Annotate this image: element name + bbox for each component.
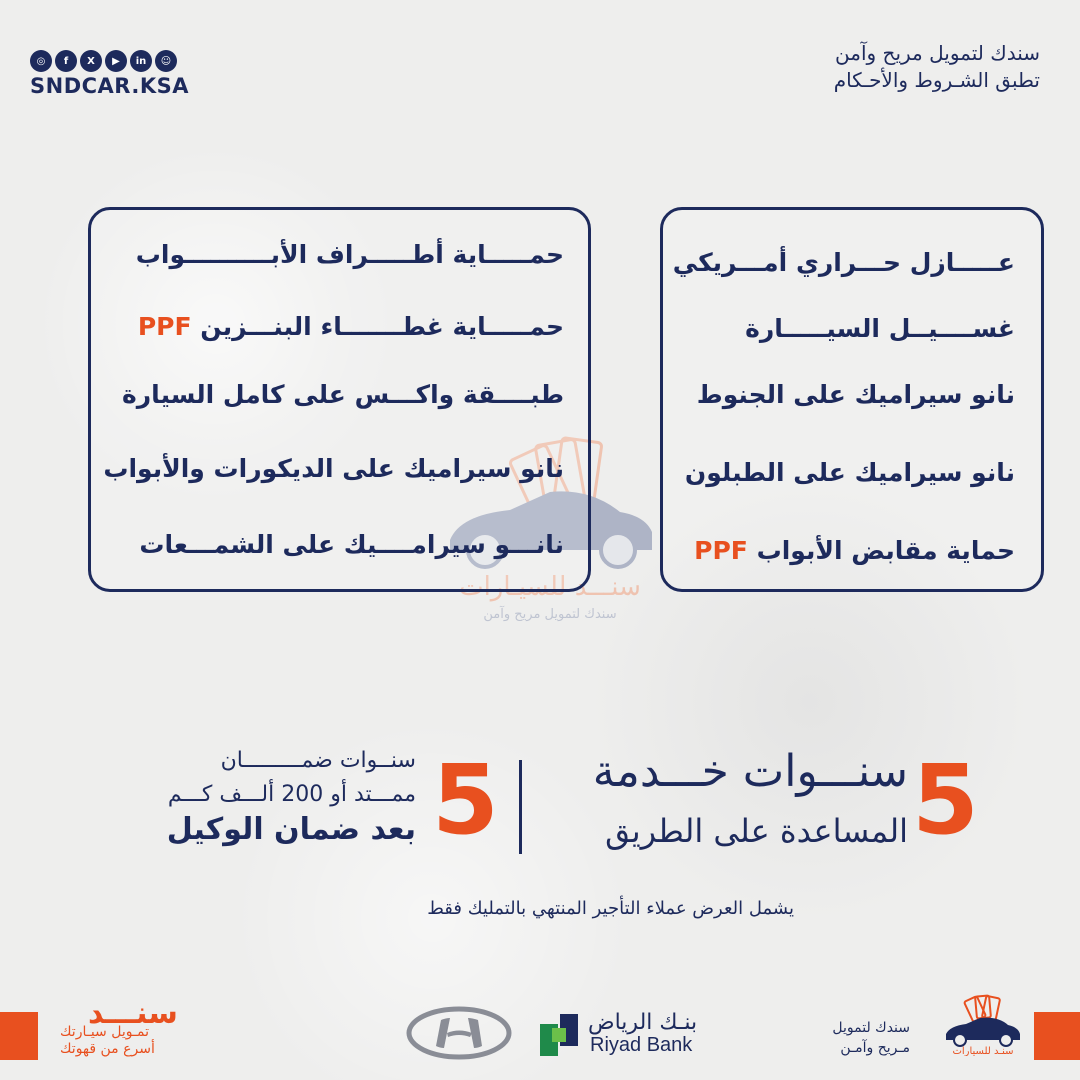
roadside-assistance: المساعدة على الطريق — [605, 812, 908, 850]
snd-brand-sub2: أسرع من قهوتك — [60, 1041, 155, 1057]
feature-heat-insulation: عـــــازل حـــراري أمـــريكي — [672, 248, 1015, 277]
tagline-line1: سندك لتمويل مريح وآمن — [835, 41, 1040, 65]
warranty-line1: سنــوات ضمـــــــــان — [220, 748, 416, 773]
service-title: سنـــوات خـــدمة — [592, 746, 908, 797]
feature-nano-ceramic-decor: نانو سيراميك على الديكورات والأبواب — [103, 454, 564, 483]
watermark-slogan: سندك لتمويل مريح وآمن — [483, 607, 617, 622]
x-icon[interactable]: X — [80, 50, 102, 72]
snd-brand-title: سنـــد — [88, 996, 178, 1031]
snd-slogan-line2: مـريح وآمـن — [840, 1040, 910, 1056]
service-years-number: 5 — [912, 744, 979, 856]
riyad-bank-arabic: بنـك الرياض — [588, 1010, 698, 1035]
riyad-bank-english: Riyad Bank — [590, 1034, 693, 1056]
feature-fuel-cap-label: حمـــــاية غطـــــــاء البنـــزين — [200, 312, 564, 341]
ppf-badge: PPF — [137, 312, 192, 341]
warranty-years-number: 5 — [432, 744, 499, 856]
feature-nano-ceramic-dashboard: نانو سيراميك على الطبلون — [684, 458, 1015, 487]
feature-fuel-cap-protection — [138, 312, 564, 341]
instagram-icon[interactable]: ◎ — [30, 50, 52, 72]
watermark-brand: سنـــد للسيـارات — [459, 572, 641, 602]
hyundai-logo-icon — [406, 1006, 512, 1060]
facebook-icon[interactable]: f — [55, 50, 77, 72]
offer-divider — [519, 760, 522, 854]
feature-door-handle-protection — [694, 536, 1015, 565]
footer-accent-right — [1034, 1012, 1080, 1060]
snapchat-icon[interactable]: ☺ — [155, 50, 177, 72]
warranty-line2: ممـــتد أو 200 ألـــف كـــم — [167, 782, 416, 807]
riyad-bank-logo-icon — [540, 1014, 578, 1056]
social-icons — [30, 50, 177, 72]
linkedin-icon[interactable]: in — [130, 50, 152, 72]
features-box-right — [660, 207, 1044, 592]
snd-car-icon — [946, 1018, 1020, 1046]
offer-note: يشمل العرض عملاء التأجير المنتهي بالتمليك فقط — [427, 898, 794, 919]
ppf-badge: PPF — [694, 536, 748, 565]
snd-slogan-line1: سندك لتمويل — [832, 1020, 910, 1036]
feature-door-edge-protection: حمـــــاية أطـــــراف الأبــــــــــواب — [135, 240, 564, 269]
features-box-left — [88, 207, 591, 592]
snd-brand-sub1: تمـويل سيـارتك — [60, 1024, 150, 1040]
social-handle: SNDCAR.KSA — [30, 74, 189, 98]
feature-car-wash: غســــيــل السيـــــارة — [745, 314, 1015, 343]
snd-car-logo — [942, 994, 1024, 1056]
snd-logo-text: سنـد للسيارات — [952, 1046, 1014, 1056]
feature-door-handle-label: حماية مقابض الأبواب — [756, 536, 1015, 565]
feature-wax-layer: طبــــقة واكـــس على كامل السيارة — [122, 380, 564, 409]
tagline-line2: تطبق الشـروط والأحـكام — [833, 68, 1040, 92]
tagline — [834, 40, 1040, 94]
footer-accent-left — [0, 1012, 38, 1060]
warranty-line3: بعد ضمان الوكيل — [166, 812, 416, 847]
youtube-icon[interactable]: ▶ — [105, 50, 127, 72]
feature-nano-ceramic-rims: نانو سيراميك على الجنوط — [696, 380, 1015, 409]
feature-nano-ceramic-lights: نانـــو سيرامــــيك على الشمـــعات — [139, 530, 564, 559]
